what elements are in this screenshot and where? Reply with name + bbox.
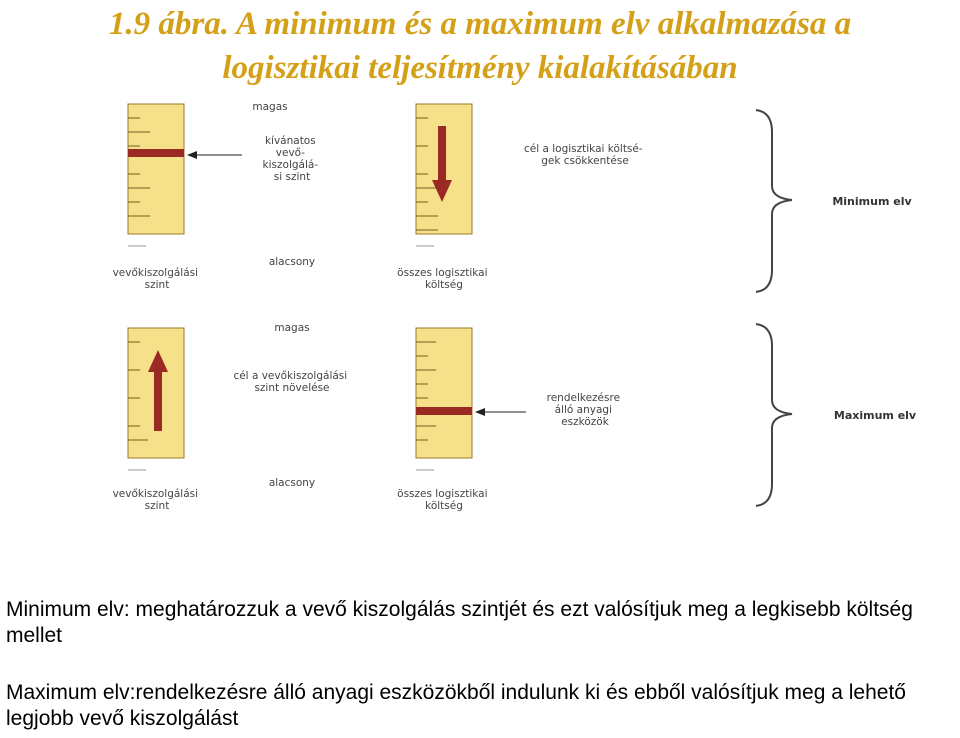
- top-left-bar: [128, 104, 184, 246]
- figure-title-line-1: 1.9 ábra. A minimum és a maximum elv alkalmazása a: [108, 6, 852, 42]
- minimum-panel: [113, 101, 913, 292]
- top-low-label: alacsony: [268, 256, 316, 268]
- minimum-principle-label: Minimum elv: [832, 195, 912, 208]
- bottom-brace: [756, 324, 792, 506]
- figure-title-line-2: logisztikai teljesítmény kialakításában: [222, 50, 738, 86]
- top-brace: [756, 110, 792, 292]
- bottom-left-note: cél a vevőkiszolgálási szint növelése: [233, 370, 348, 394]
- top-right-caption: összes logisztikai költség: [397, 267, 488, 291]
- top-left-caption: vevőkiszolgálási szint: [112, 267, 199, 291]
- bottom-left-caption: vevőkiszolgálási szint: [112, 488, 199, 512]
- bottom-left-bar: [128, 328, 184, 470]
- minimum-principle-caption: Minimum elv: meghatározzuk a vevő kiszolgálás szintjét és ezt valósítjuk meg a legkisebb költség mellet: [6, 598, 913, 647]
- bottom-low-label: alacsony: [268, 477, 316, 489]
- principle-diagram: [0, 90, 960, 520]
- desired-level-marker: [128, 149, 184, 157]
- available-resources-marker: [416, 407, 472, 415]
- bottom-right-bar: [416, 328, 472, 470]
- top-high-label: magas: [252, 101, 288, 113]
- maximum-principle-caption: Maximum elv:rendelkezésre álló anyagi eszközökből indulunk ki és ebből valósítjuk meg a lehető legjobb vevő kiszolgálást: [6, 681, 906, 730]
- maximum-panel: [113, 322, 917, 512]
- bottom-right-caption: összes logisztikai költség: [397, 488, 488, 512]
- bottom-right-note: rendelkezésre álló anyagi eszközök: [546, 392, 621, 428]
- maximum-principle-label: Maximum elv: [833, 409, 917, 422]
- top-right-note: cél a logisztikai költsé- gek csökkentése: [523, 143, 643, 167]
- top-right-bar: [416, 104, 472, 246]
- bottom-high-label: magas: [274, 322, 310, 334]
- top-left-note: kívánatos vevő- kiszolgálá- si szint: [262, 135, 319, 183]
